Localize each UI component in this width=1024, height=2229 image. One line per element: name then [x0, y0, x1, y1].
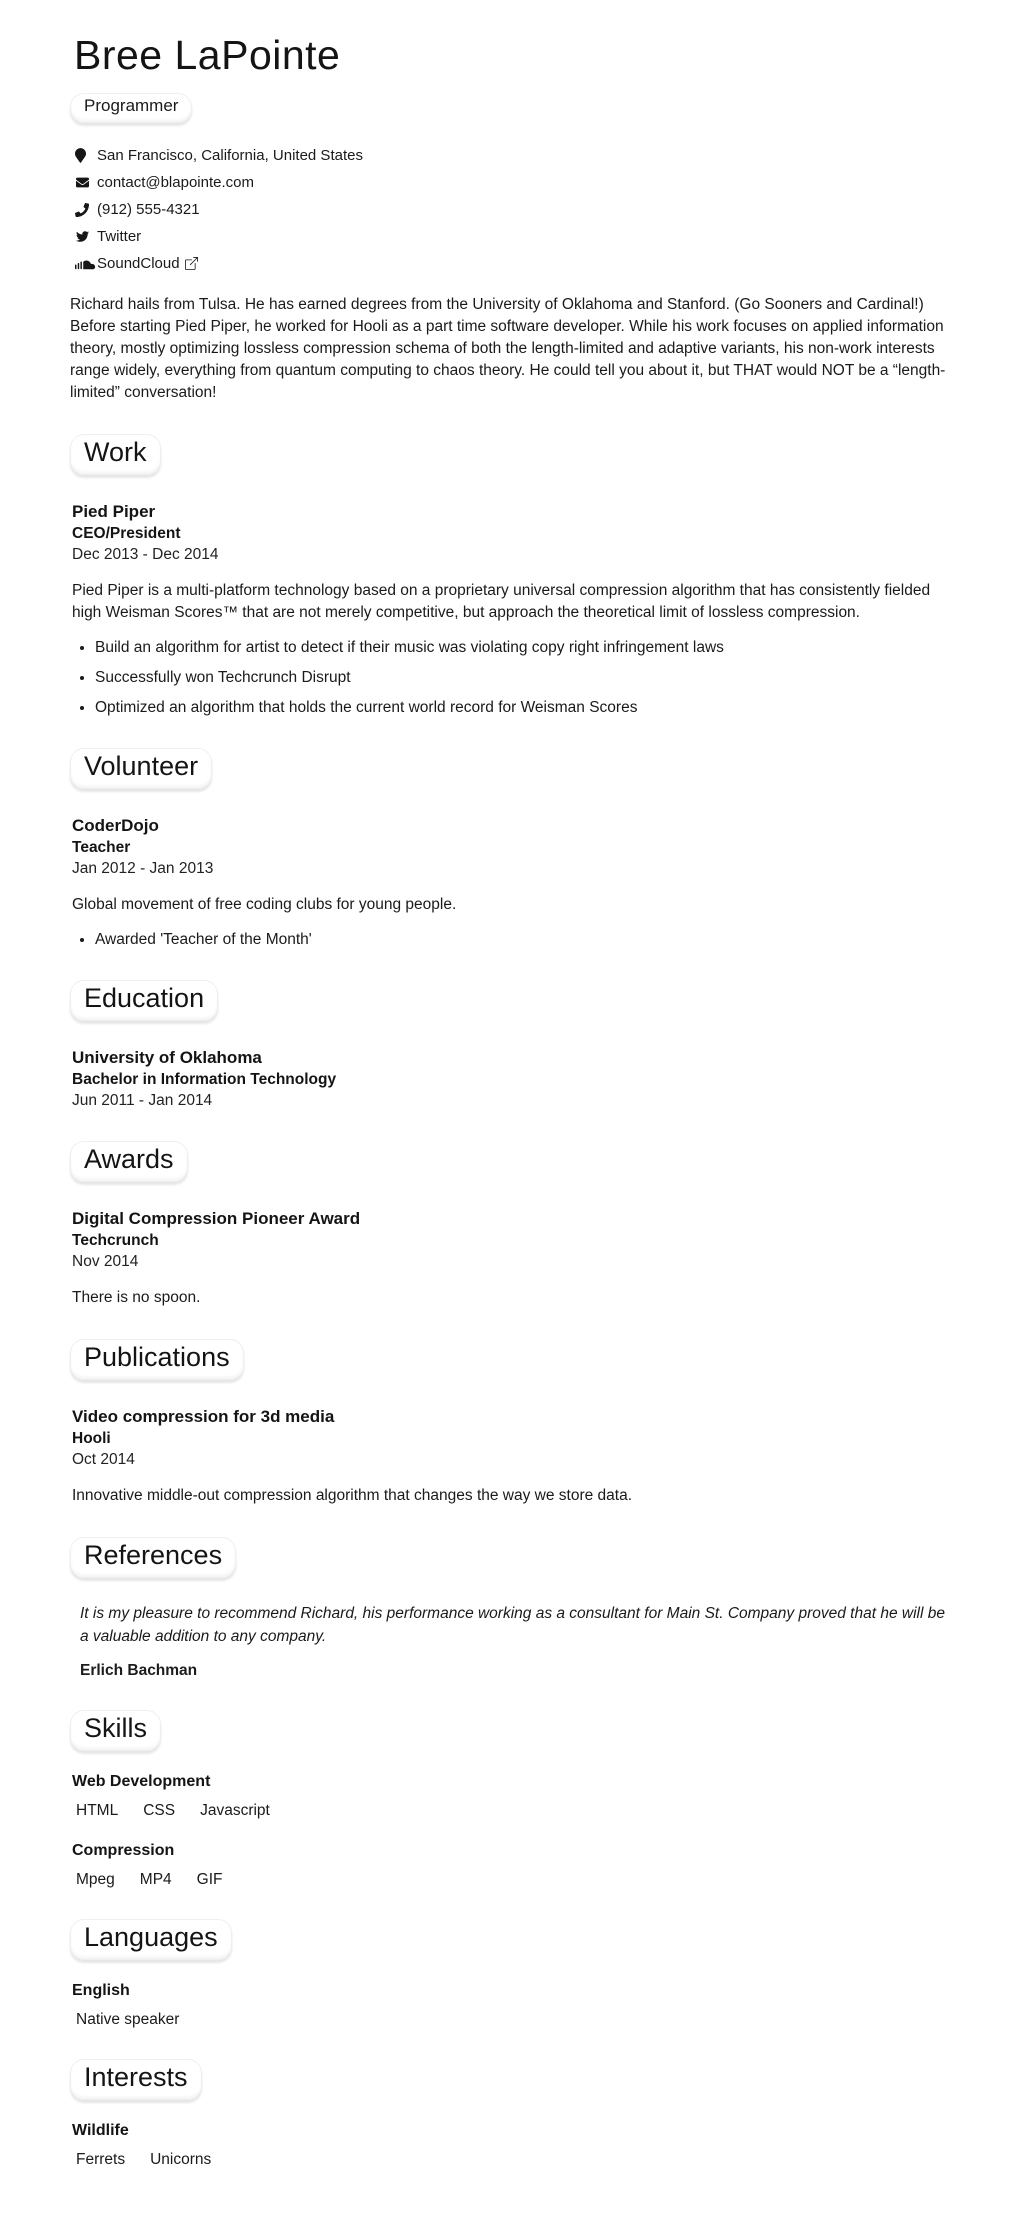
- section-heading-work: Work: [84, 437, 147, 467]
- external-link-icon: [185, 257, 198, 270]
- reference-quote: It is my pleasure to recommend Richard, his performance working as a consultant for Main St. Company proved that he will be a valuable addition to any company.: [80, 1605, 945, 1645]
- section-heading-references: References: [84, 1540, 223, 1570]
- section-heading-languages: Languages: [84, 1922, 218, 1952]
- contact-soundcloud-text: SoundCloud: [97, 255, 180, 272]
- contact-location: [75, 147, 954, 164]
- publication-publisher: Hooli: [72, 1430, 111, 1447]
- contact-twitter-text: Twitter: [97, 228, 142, 245]
- section-heading-interests: Interests: [84, 2062, 188, 2092]
- contact-phone: [75, 201, 954, 218]
- volunteer-position: Teacher: [72, 839, 131, 856]
- section-heading-awards: Awards: [84, 1144, 174, 1174]
- highlight-item: • Build an algorithm for artist to detect if their music was violating copy right infringement laws: [95, 637, 954, 658]
- language-name: English: [72, 1982, 130, 1999]
- section-volunteer: [70, 748, 954, 950]
- highlight-item: • Optimized an algorithm that holds the current world record for Weisman Scores: [95, 697, 954, 718]
- contact-email-text: contact@blapointe.com: [97, 174, 254, 191]
- skill-keyword: Javascript: [200, 1802, 270, 1819]
- publication-item: [72, 1406, 954, 1507]
- section-publications: [70, 1339, 954, 1507]
- skill-keyword: GIF: [196, 1871, 223, 1888]
- interest-keyword: Ferrets: [76, 2151, 126, 2168]
- envelope-icon: [75, 176, 97, 189]
- section-heading-education: Education: [84, 983, 205, 1013]
- section-heading-awards-badge: [70, 1141, 188, 1182]
- skill-group: [72, 1842, 954, 1889]
- institution-name: University of Oklahoma: [72, 1048, 262, 1067]
- map-marker-icon: [75, 148, 97, 163]
- profile-summary: Richard hails from Tulsa. He has earned degrees from the University of Oklahoma and Stanford. (Go Sooners and Cardinal!) Before starting Pied Piper, he worked for Hooli as a part time software developer. While his work focuses on applied information theory, mostly optimizing lossless compression schema of both the length-limited and adaptive variants, his non-work interests range widely, everything from quantum computing to chaos theory. He could tell you about it, but THAT would NOT be a “length-limited” conversation!: [70, 296, 946, 401]
- section-heading-volunteer: Volunteer: [84, 751, 199, 781]
- section-heading-skills-badge: [70, 1710, 161, 1751]
- interest-group: [72, 2122, 954, 2169]
- job-highlights-list: [72, 637, 954, 718]
- contact-email: [75, 174, 954, 191]
- section-heading-interests-badge: [70, 2059, 202, 2100]
- section-heading-education-badge: [70, 980, 218, 1021]
- job-title: CEO/President: [72, 525, 181, 542]
- section-education: [70, 980, 954, 1111]
- education-item: [72, 1047, 954, 1111]
- degree-name: Bachelor in Information Technology: [72, 1071, 337, 1088]
- section-references: [70, 1537, 954, 1680]
- skill-keyword: Mpeg: [76, 1871, 115, 1888]
- language-item: [72, 1982, 954, 2029]
- language-fluency: Native speaker: [76, 2011, 180, 2028]
- award-awarder: Techcrunch: [72, 1232, 159, 1249]
- section-languages: [70, 1919, 954, 2029]
- highlight-item: • Awarded 'Teacher of the Month': [95, 929, 954, 950]
- section-work: [70, 434, 954, 718]
- section-heading-publications-badge: [70, 1339, 244, 1380]
- section-interests: [70, 2059, 954, 2169]
- twitter-icon: [75, 230, 97, 243]
- highlight-item: • Successfully won Techcrunch Disrupt: [95, 667, 954, 688]
- role-badge: [70, 93, 192, 123]
- section-heading-work-badge: [70, 434, 161, 475]
- job-date-range: Dec 2013 - Dec 2014: [72, 546, 219, 563]
- section-awards: [70, 1141, 954, 1309]
- job-summary: Pied Piper is a multi-platform technology based on a proprietary universal compression algorithm that has consistently fielded high Weisman Scores™ that are not merely competitive, but approach the theoretical limit of lossless compression.: [72, 582, 931, 621]
- soundcloud-icon: [75, 257, 97, 271]
- skill-keyword: CSS: [143, 1802, 176, 1819]
- skill-keywords: [76, 1871, 954, 1889]
- skill-keywords: [76, 1802, 954, 1820]
- publication-date: Oct 2014: [72, 1451, 135, 1468]
- publication-summary: Innovative middle-out compression algorithm that changes the way we store data.: [72, 1487, 633, 1504]
- publication-name: Video compression for 3d media: [72, 1407, 335, 1426]
- company-name: Pied Piper: [72, 502, 156, 521]
- skill-group: [72, 1773, 954, 1820]
- education-date-range: Jun 2011 - Jan 2014: [72, 1092, 213, 1109]
- interest-keywords: [76, 2151, 954, 2169]
- interest-name: Wildlife: [72, 2122, 129, 2139]
- contact-soundcloud-link[interactable]: [75, 255, 954, 272]
- award-date: Nov 2014: [72, 1253, 139, 1270]
- section-heading-volunteer-badge: [70, 748, 212, 789]
- volunteer-date-range: Jan 2012 - Jan 2013: [72, 860, 214, 877]
- section-heading-references-badge: [70, 1537, 236, 1578]
- section-heading-languages-badge: [70, 1919, 232, 1960]
- page-title: Bree LaPointe: [74, 32, 341, 78]
- skill-group-name: Compression: [72, 1842, 175, 1859]
- reference-name: Erlich Bachman: [80, 1662, 198, 1679]
- skill-group-name: Web Development: [72, 1773, 211, 1790]
- volunteer-summary: Global movement of free coding clubs for young people.: [72, 896, 457, 913]
- volunteer-highlights-list: [72, 929, 954, 950]
- contact-list: [75, 147, 954, 272]
- contact-location-text: San Francisco, California, United States: [97, 147, 363, 164]
- skill-keyword: HTML: [76, 1802, 119, 1819]
- skill-keyword: MP4: [139, 1871, 172, 1888]
- contact-twitter-link[interactable]: [75, 228, 954, 245]
- contact-phone-text: (912) 555-4321: [97, 201, 200, 218]
- interest-keyword: Unicorns: [150, 2151, 212, 2168]
- award-title: Digital Compression Pioneer Award: [72, 1209, 361, 1228]
- award-summary: There is no spoon.: [72, 1289, 201, 1306]
- phone-icon: [75, 203, 97, 217]
- work-item: [72, 501, 954, 718]
- role-label: Programmer: [84, 96, 179, 115]
- organization-name: CoderDojo: [72, 816, 159, 835]
- award-item: [72, 1208, 954, 1309]
- section-heading-publications: Publications: [84, 1342, 230, 1372]
- section-heading-skills: Skills: [84, 1713, 148, 1743]
- section-skills: [70, 1710, 954, 1889]
- volunteer-item: [72, 815, 954, 950]
